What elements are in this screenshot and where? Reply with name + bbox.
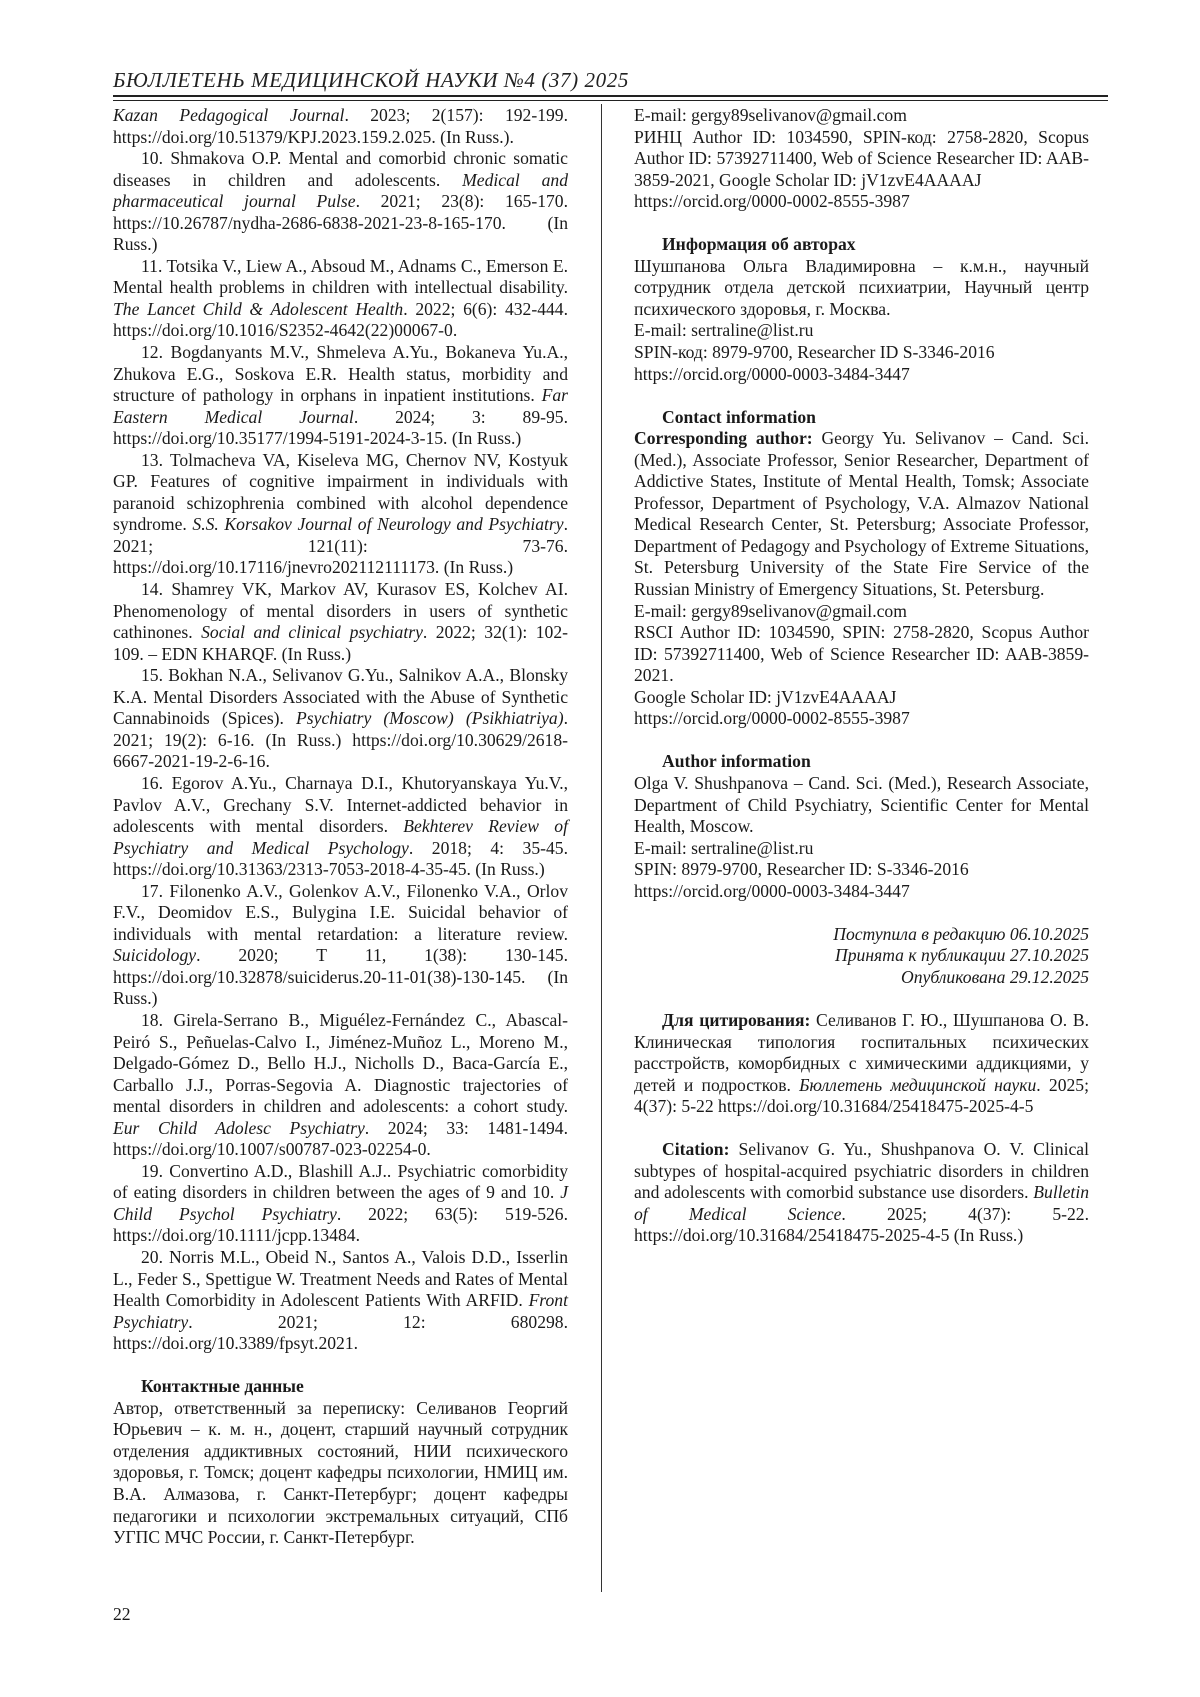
contacts-ru-orcid: https://orcid.org/0000-0002-8555-3987 xyxy=(634,191,910,212)
date-accepted: Принята к публикации 27.10.2025 xyxy=(835,945,1089,966)
reference-item: 16. Egorov A.Yu., Charnaya D.I., Khutoryanskaya Yu.V., Pavlov A.V., Grechany S.V. Internet-addicted behavior in adolescents with mental disorders. Bekhterev Review of Psychiatry and Medical Psychology. 2018; 4: 35-45. https://doi.org/10.31363/2313-7053-2018-4-35-45. (In Russ.) xyxy=(113,772,568,880)
contact-en-ids: RSCI Author ID: 1034590, SPIN: 2758-2820, Scopus Author ID: 57392711400, Web of Science Researcher ID: AAB-3859-2021. xyxy=(634,622,1089,686)
reference-item: 18. Girela-Serrano B., Miguélez-Fernández C., Abascal-Peiró S., Peñuelas-Calvo I., Jiménez-Muñoz L., Moreno M., Delgado-Gómez D., Bello H.J., Nicholls D., Baca-García E., Carballo J.J., Porras-Segovia A. Diagnostic trajectories of mental disorders in children and adolescents: a cohort study. Eur Child Adolesc Psychiatry. 2024; 33: 1481-1494. https://doi.org/10.1007/s00787-023-02254-0. xyxy=(113,1009,568,1160)
date-published: Опубликована 29.12.2025 xyxy=(901,966,1089,987)
citation-ru: Для цитирования: Селиванов Г. Ю., Шушпанова О. В. Клиническая типология госпитальных психических расстройств, коморбидных с химическими аддикциями, у детей и подростков. Бюллетень медицинской науки. 2025; 4(37): 5-22 https://doi.org/10.31684/25418475-2025-4-5 xyxy=(634,1009,1089,1117)
contact-en-email: E-mail: gergy89selivanov@gmail.com xyxy=(634,600,907,621)
authors-ru-email: E-mail: sertraline@list.ru xyxy=(634,320,814,341)
date-received: Поступила в редакцию 06.10.2025 xyxy=(833,923,1089,944)
reference-item: 10. Shmakova O.P. Mental and comorbid chronic somatic diseases in children and adolescents. Medical and pharmaceutical journal Pulse. 2021; 23(8): 165-170. https://10.26787/nydha-2686-6838-2021-23-8-165-170. (In Russ.) xyxy=(113,148,569,255)
header-rule-thin xyxy=(113,100,1108,101)
authors-ru-orcid: https://orcid.org/0000-0003-3484-3447 xyxy=(634,363,910,384)
column-divider xyxy=(601,104,602,1592)
reference-item: 15. Bokhan N.A., Selivanov G.Yu., Salnikov A.A., Blonsky K.A. Mental Disorders Associated with the Abuse of Synthetic Cannabinoids (Spices). Psychiatry (Moscow) (Psikhiatriya). 2021; 19(2): 6-16. (In Russ.) https://doi.org/10.30629/2618-6667-2021-19-2-6-16. xyxy=(113,665,568,772)
author-en-heading: Author information xyxy=(662,751,811,772)
page-number: 22 xyxy=(113,1604,131,1624)
reference-item: 19. Convertino A.D., Blashill A.J.. Psychiatric comorbidity of eating disorders in children between the ages of 9 and 10. J Child Psychol Psychiatry. 2022; 63(5): 519-526. https://doi.org/10.1111/jcpp.13484. xyxy=(113,1160,568,1246)
contact-en-heading: Contact information xyxy=(662,406,816,427)
right-column xyxy=(634,105,1089,1247)
author-en-email: E-mail: sertraline@list.ru xyxy=(634,837,814,858)
authors-ru-heading: Информация об авторах xyxy=(662,234,856,255)
authors-ru-ids: SPIN-код: 8979-9700, Researcher ID S-3346-2016 xyxy=(634,342,995,363)
author-en-orcid: https://orcid.org/0000-0003-3484-3447 xyxy=(634,880,910,901)
contacts-ru-ids: РИНЦ Author ID: 1034590, SPIN-код: 2758-2820, Scopus Author ID: 57392711400, Web of Science Researcher ID: AAB-3859-2021, Google Scholar ID: jV1zvE4AAAAJ xyxy=(634,126,1089,190)
reference-item: 12. Bogdanyants M.V., Shmeleva A.Yu., Bokaneva Yu.A., Zhukova E.G., Soskova E.R. Health status, morbidity and structure of pathology in orphans in inpatient institutions. Far Eastern Medical Journal. 2024; 3: 89-95. https://doi.org/10.35177/1994-5191-2024-3-15. (In Russ.) xyxy=(113,342,568,449)
author-en-text: Olga V. Shushpanova – Cand. Sci. (Med.), Research Associate, Department of Child Psychiatry, Scientific Center for Mental Health, Moscow. xyxy=(634,772,1089,837)
reference-item: Kazan Pedagogical Journal. 2023; 2(157): 192-199. https://doi.org/10.51379/KPJ.2023.159.2.025. (In Russ.). xyxy=(113,105,568,147)
contact-en-orcid: https://orcid.org/0000-0002-8555-3987 xyxy=(634,708,910,729)
author-en-ids: SPIN: 8979-9700, Researcher ID: S-3346-2016 xyxy=(634,859,969,880)
authors-ru-text: Шушпанова Ольга Владимировна – к.м.н., научный сотрудник отдела детской психиатрии, Научный центр психического здоровья, г. Москва. xyxy=(634,255,1089,319)
reference-item: 13. Tolmacheva VA, Kiseleva MG, Chernov NV, Kostyuk GP. Features of cognitive impairment in individuals with paranoid schizophrenia combined with alcohol dependence syndrome. S.S. Korsakov Journal of Neurology and Psychiatry. 2021; 121(11): 73-76. https://doi.org/10.17116/jnevro202112111173. (In Russ.) xyxy=(113,449,568,578)
contacts-ru-text: Автор, ответственный за переписку: Селиванов Георгий Юрьевич – к. м. н., доцент, старший научный сотрудник отделения аддиктивных состояний, НИИ психического здоровья, г. Томск; доцент кафедры психологии, НМИЦ им. В.А. Алмазова, г. Санкт-Петербург; доцент кафедры педагогики и психологии экстремальных ситуаций, СПб УГПС МЧС России, г. Санкт-Петербург. xyxy=(113,1397,568,1548)
reference-item: 11. Totsika V., Liew A., Absoud M., Adnams C., Emerson E. Mental health problems in children with intellectual disability. The Lancet Child & Adolescent Health. 2022; 6(6): 432-444. https://doi.org/10.1016/S2352-4642(22)00067-0. xyxy=(113,255,568,341)
citation-en: Citation: Selivanov G. Yu., Shushpanova O. V. Clinical subtypes of hospital-acquired psychiatric disorders in children and adolescents with comorbid substance use disorders. Bulletin of Medical Science. 2025; 4(37): 5-22. https://doi.org/10.31684/25418475-2025-4-5 (In Russ.) xyxy=(634,1139,1089,1246)
reference-item: 17. Filonenko A.V., Golenkov A.V., Filonenko V.A., Orlov F.V., Deomidov E.S., Bulygina I.E. Suicidal behavior of individuals with mental retardation: a literature review. Suicidology. 2020; Т 11, 1(38): 130-145. https://doi.org/10.32878/suiciderus.20-11-01(38)-130-145. (In Russ.) xyxy=(113,880,568,1009)
contact-en-scholar: Google Scholar ID: jV1zvE4AAAAJ xyxy=(634,686,897,707)
reference-item: 14. Shamrey VK, Markov AV, Kurasov ES, Kolchev AI. Phenomenology of mental disorders in users of synthetic cathinones. Social and clinical psychiatry. 2022; 32(1): 102-109. – EDN KHARQF. (In Russ.) xyxy=(113,579,568,664)
contacts-ru-heading: Контактные данные xyxy=(141,1376,304,1397)
reference-item: 20. Norris M.L., Obeid N., Santos A., Valois D.D., Isserlin L., Feder S., Spettigue W. Treatment Needs and Rates of Mental Health Comorbidity in Adolescent Patients With ARFID. Front Psychiatry. 2021; 12: 680298. https://doi.org/10.3389/fpsyt.2021. xyxy=(113,1246,568,1354)
contact-en-text: Corresponding author: Georgy Yu. Selivanov – Cand. Sci. (Med.), Associate Professor, Senior Researcher, Department of Addictive States, Institute of Mental Health, Tomsk; Associate Professor, Department of Psychology, V.A. Almazov National Medical Research Center, St. Petersburg; Associate Professor, Department of Pedagogy and Psychology of Extreme Situations, St. Petersburg University of the State Fire Service of the Russian Ministry of Emergency Situations, St. Petersburg. xyxy=(634,428,1090,600)
left-column xyxy=(113,105,568,1549)
journal-header: БЮЛЛЕТЕНЬ МЕДИЦИНСКОЙ НАУКИ №4 (37) 2025 xyxy=(113,68,629,92)
contacts-ru-email: E-mail: gergy89selivanov@gmail.com xyxy=(634,105,907,125)
header-rule xyxy=(113,95,1108,97)
